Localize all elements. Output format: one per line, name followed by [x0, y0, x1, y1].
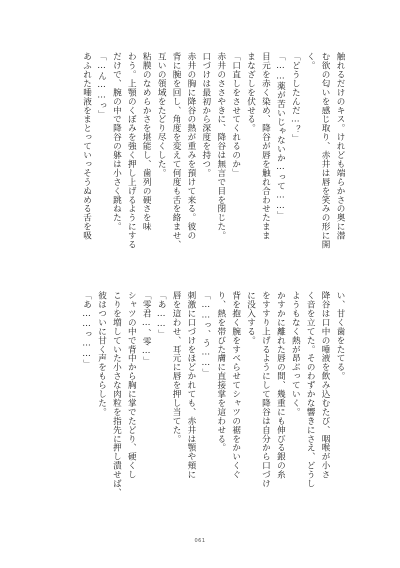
- text-line: 互いの領域をたどり尽くした。: [156, 52, 167, 178]
- text-line: かすかに離れた唇の間、幾重にも伸びる銀の糸: [275, 291, 286, 479]
- text-line: く。: [305, 52, 316, 70]
- dialogue-line: 「……薬が苦いじゃないか…って……」: [275, 52, 286, 221]
- dialogue-line: 「あ……」: [156, 291, 167, 339]
- page-number: 061: [194, 538, 206, 544]
- text-line: あふれた唾液をまとっていっそうぬめる舌を吸: [81, 52, 92, 240]
- dialogue-line: 「零君…、零…」: [141, 291, 152, 366]
- text-line: をすすり上げるようにして降谷は自分から口づけ: [260, 291, 271, 488]
- text-line: 赤井のささやきに、降谷は無言で目を閉じた。: [215, 52, 226, 240]
- text-line: 唇を這わせ、耳元に唇を押し当てた。: [171, 291, 182, 444]
- text-line: 粘膜のなめらかさを堪能し、歯列の硬さを味: [141, 52, 152, 231]
- text-line: く音を立てた。そのわずかな響きにさえ、どうし: [305, 291, 316, 488]
- text-line: 降谷は口中の唾液を飲み込むたび、咽喉が小さ: [320, 291, 331, 479]
- dialogue-line: 「どうしたんだ…？」: [290, 52, 301, 143]
- text-line: 彼はついに甘く声をもらした。: [96, 291, 107, 417]
- text-line: シャツの中で背中から胸に掌でたどり、硬くし: [126, 291, 137, 479]
- text-line: 目元を赤く染め、降谷が唇を触れ合わせたまま: [260, 52, 271, 240]
- text-line: 触れるだけのキス。けれども端らかさの奥に潜: [335, 52, 345, 240]
- text-line: り、熱を帯びた膚に直接掌を這わせる。: [215, 291, 226, 453]
- text-line: こりを増していた小さな肉粒を指先に押し潰せば、: [111, 291, 122, 497]
- dialogue-line: 「…ん……っ」: [96, 52, 107, 119]
- text-line: 口づけは最初から深度を持つ。: [200, 52, 211, 178]
- text-block-lower: [65, 291, 347, 523]
- text-line: ようもなく熱が昂ぶっていく。: [290, 291, 301, 417]
- text-block-upper: [65, 52, 347, 287]
- text-line: だけで、腕の中で降谷の躰は小さく跳ねた。: [111, 52, 122, 231]
- dialogue-line: 「あ……っ……」: [81, 291, 92, 369]
- dialogue-line: 「口直しをさせてくれるのか」: [230, 52, 241, 178]
- text-line: 赤井の胸に降谷の熱が重みを預けて来る。彼の: [185, 52, 196, 240]
- text-line: い、甘く歯をたてる。: [335, 291, 345, 381]
- text-line: 刺激に口づけをほどかれても、赤井は顎や頬に: [185, 291, 196, 479]
- text-line: に没入する。: [245, 291, 256, 345]
- text-line: わう。上顎のくぼみを強く押し上げるようにする: [126, 52, 137, 249]
- text-line: む欲の匂いを感じ取り、赤井は唇を笑みの形に開: [320, 52, 331, 249]
- dialogue-line: 「……っ、う……」: [200, 291, 211, 378]
- text-line: 背に腕を回し、角度を変えて何度も舌を絡ませ、: [171, 52, 182, 249]
- text-line: 背を抱く腕をすべらせてシャツの裾をかいくぐ: [230, 291, 241, 479]
- text-line: まなざしを伏せる。: [245, 52, 256, 133]
